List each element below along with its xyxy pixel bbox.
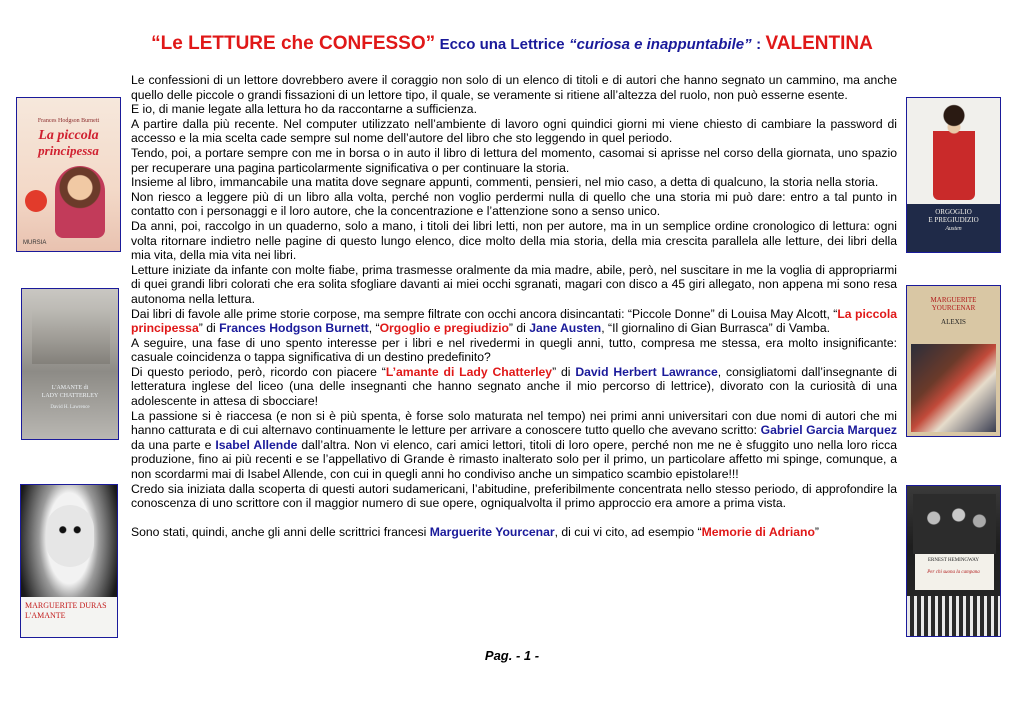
text-run: dall’altra. Non vi elenco, cari amici lettori, titoli di loro opere, perché non me ne è sfuggito uno nella loro ricca produzione, fino ai più recenti e se l’appellativo di Grande è rimasto inalterato solo per il primo, un particolare affetto mi spinge, comunque, a non scordarmi mai di Isabel Allende, con cui in quegli anni ho condiviso anche un simpatico scambio epistolare!!! — [131, 437, 897, 482]
article-body — [131, 73, 897, 540]
text-run: Dai libri di favole alle prime storie corpose, ma sempre filtrate con occhi ancora disincantati: “Piccole Donne” di Louisa May Alcott, “ — [131, 306, 838, 321]
paragraph: Da anni, poi, raccolgo in un quaderno, solo a mano, i titoli dei libri letti, non per autore, ma in un semplice ordine cronologico di lettura: ogni volta ritornare indietro nelle pagine di questo lungo elenco, dice molto della mia storia, della mia crescita parallela alle letture, dei libri della mia vita, della mia vita nei libri. — [131, 218, 897, 263]
paragraph — [131, 409, 897, 482]
book-cover-lady-chatterley — [21, 288, 119, 440]
cover-publisher: MURSIA — [23, 240, 47, 246]
paragraph — [131, 525, 897, 540]
cover-illustration — [933, 104, 975, 200]
paragraph: Tendo, poi, a portare sempre con me in borsa o in auto il libro di lettura del momento, casomai si aprisse nel corso della giornata, uno spazio per recuperare una pagina particolarmente significativa o per continuare la storia. — [131, 145, 897, 175]
book-title: Orgoglio e pregiudizio — [379, 321, 509, 336]
cover-author: ERNEST HEMINGWAY — [928, 558, 979, 563]
cover-illustration — [913, 494, 996, 554]
paragraph: A seguire, una fase di uno spento interesse per i libri e nel rivedermi in quegli anni, tutto, compresa me stessa, era molto insignificante: casuale coincidenza o tappa significativa di un destino predefinito? — [131, 335, 897, 365]
author-name: Jane Austen — [529, 321, 602, 336]
book-cover-alexis — [906, 285, 1001, 437]
text-run: Di questo periodo, però, ricordo con piacere “ — [131, 364, 386, 379]
cover-author: MARGUERITE DURAS — [25, 601, 107, 610]
cover-author: YOURCENAR — [931, 304, 976, 312]
text-run: ” di — [198, 321, 220, 336]
paragraph: Letture iniziate da infante con molte fiabe, prima trasmesse oralmente da mia madre, abile, però, nel suscitare in me la voglia di appropriarmi di quei grandi libri colorati che era solita sfogliare davanti ai miei occhi sgranati, magari con disco a 45 giri allegato, non appena mi sono resa autonoma nella lettura. — [131, 262, 897, 306]
book-cover-orgoglio — [906, 97, 1001, 253]
cover-author: Austen — [945, 226, 962, 232]
cover-title: La piccola — [38, 128, 99, 143]
text-run: da una parte e — [131, 437, 216, 452]
paragraph: Insieme al libro, immancabile una matita dove segnare appunti, commenti, pensieri, nel mio caso, a detta di qualcuno, la storia nella storia. — [131, 175, 879, 190]
title-main: “Le LETTURE che CONFESSO” — [151, 33, 436, 54]
cover-title: L'AMANTE di — [51, 385, 89, 391]
page-title — [0, 33, 1024, 55]
text-run: , di cui vi cito, ad esempio “ — [554, 525, 702, 540]
cover-illustration — [55, 166, 105, 238]
cover-title: L'AMANTE — [25, 611, 66, 620]
text-run: La passione si è riaccesa (e non si è più spenta, è forse solo maturata nel tempo) nei primi anni universitari con due nomi di autori che mi hanno catturata e di cui alternavo continuamente le letture per arrivare a conoscere tutto quello che avevano scritto: — [131, 408, 897, 438]
book-title: La piccola principessa — [131, 306, 897, 336]
author-name: Marguerite Yourcenar — [429, 525, 555, 540]
title-colon: : — [756, 36, 762, 53]
cover-author: David H. Lawrence — [50, 405, 90, 410]
paragraph — [131, 365, 897, 409]
text-run: , “Il giornalino di Gian Burrasca” di Vamba. — [601, 321, 830, 336]
text-run: ” di — [508, 321, 530, 336]
title-quote: “curiosa e inappuntabile” — [569, 36, 752, 53]
title-intro: Ecco una Lettrice — [439, 36, 565, 53]
cover-title: ORGOGLIO — [935, 208, 972, 216]
paragraph: A partire dalla più recente. Nel computer utilizzato nell’ambiente di lavoro ogni quindici giorni mi viene chiesto di cambiare la password di accesso e la mia scelta cade sempre sul nome dell’autore del libro che sto leggendo in quel periodo. — [131, 116, 897, 146]
cover-title: ALEXIS — [941, 318, 966, 326]
cover-graffiti — [907, 596, 1000, 637]
book-cover-lamante — [20, 484, 118, 638]
cover-author: Frances Hodgson Burnett — [37, 118, 100, 124]
cover-illustration — [46, 505, 94, 567]
book-title: Memorie di Adriano — [701, 525, 815, 540]
cover-author: MARGUERITE — [930, 296, 977, 304]
author-name: Frances Hodgson Burnett — [219, 321, 369, 336]
page-number: Pag. - 1 - — [484, 648, 540, 663]
text-run: , consigliatomi dall’insegnante di letteratura inglese del liceo (una delle insegnanti che hanno segnato anche il mio percorso di lettrice), divorato con la curiosità di una adolescente in attesa di sbocciare! — [131, 364, 897, 409]
text-run: ” di — [552, 364, 576, 379]
text-run: Sono stati, quindi, anche gli anni delle scrittrici francesi — [131, 525, 430, 540]
paragraph: Le confessioni di un lettore dovrebbero avere il coraggio non solo di un elenco di titoli e di autori che hanno segnato un cammino, ma anche quello delle piccole o grandi fissazioni di un lettore tipo, il quale, se veramente si ritiene all’altezza del ruolo, non può esserne esente. — [131, 73, 897, 102]
cover-title: Per chi suona la campana — [927, 570, 980, 575]
title-name: VALENTINA — [765, 33, 873, 54]
text-run: , “ — [368, 321, 380, 336]
author-name: Gabriel Garcia Marquez — [760, 423, 897, 438]
book-title: L’amante di Lady Chatterley — [385, 364, 553, 379]
cover-title: principessa — [38, 143, 99, 158]
book-cover-piccola-principessa — [16, 97, 121, 252]
author-name: Isabel Allende — [215, 437, 298, 452]
book-cover-per-chi-suona-la-campana — [906, 485, 1001, 637]
cover-badge — [25, 190, 47, 212]
text-run: ” — [814, 525, 819, 540]
cover-illustration — [911, 344, 996, 432]
cover-illustration — [32, 309, 110, 364]
cover-title: LADY CHATTERLEY — [41, 393, 99, 399]
paragraph — [131, 307, 897, 336]
paragraph: Credo sia iniziata dalla scoperta di questi autori sudamericani, l’abitudine, preferibilmente concentrata nello stesso periodo, di approfondire la conoscenza di uno scrittore con il maggior numero di sue opere, ogniqualvolta il primo approccio era amore a prima vista. — [131, 481, 897, 511]
cover-title: E PREGIUDIZIO — [928, 216, 979, 224]
author-name: David Herbert Lawrance — [575, 364, 718, 379]
paragraph: E io, di manie legate alla lettura ho da raccontarne a sufficienza. — [131, 102, 477, 117]
paragraph: Non riesco a leggere più di un libro alla volta, perché non voglio perdermi nulla di quello che una storia mi può dare: entro a tal punto in contatto con i personaggi e il loro autore, che la concentrazione e l’attenzione sono a senso unico. — [131, 189, 897, 219]
